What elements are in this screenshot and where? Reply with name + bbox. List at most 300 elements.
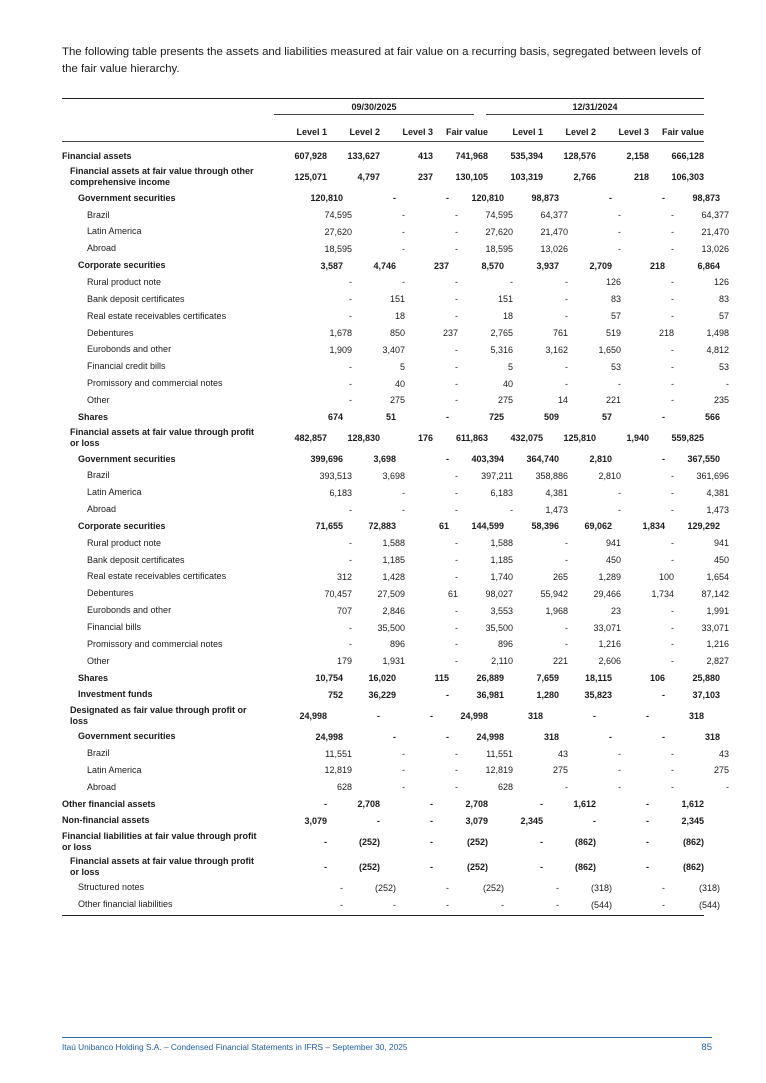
table-cell: 144,599 <box>471 521 504 532</box>
table-cell: 100 <box>658 571 674 582</box>
table-cell: 21,470 <box>701 226 729 237</box>
table-cell: - <box>609 731 612 742</box>
table-cell: - <box>556 899 559 910</box>
table-cell: - <box>446 193 449 204</box>
row-label: Financial assets at fair value through profit or loss <box>70 855 255 877</box>
table-cell: - <box>671 378 674 389</box>
table-cell: 399,696 <box>310 454 343 465</box>
fair-value-table <box>62 98 729 916</box>
table-cell: - <box>455 395 458 406</box>
table-cell: - <box>662 689 665 700</box>
table-cell: 35,500 <box>485 622 513 633</box>
table-row <box>62 148 704 165</box>
table-cell: 367,550 <box>687 454 720 465</box>
table-cell: - <box>671 395 674 406</box>
table-cell: - <box>618 504 621 515</box>
table-cell: - <box>324 799 327 810</box>
table-row <box>62 207 729 224</box>
table-cell: 432,075 <box>510 433 543 444</box>
table-cell: 128,576 <box>563 151 596 162</box>
table-cell: - <box>671 226 674 237</box>
table-cell: - <box>662 412 665 423</box>
table-cell: 275 <box>497 395 513 406</box>
table-cell: 69,062 <box>584 521 612 532</box>
table-cell: - <box>402 782 405 793</box>
table-cell: 450 <box>713 555 729 566</box>
table-cell: - <box>565 294 568 305</box>
table-cell: - <box>430 861 433 872</box>
table-cell: 98,873 <box>692 193 720 204</box>
table-cell: 176 <box>417 433 433 444</box>
table-cell: 2,345 <box>520 815 543 826</box>
table-cell: 151 <box>497 294 513 305</box>
row-label: Designated as fair value through profit or loss <box>70 704 247 726</box>
table-cell: 133,627 <box>347 151 380 162</box>
table-cell: 115 <box>434 673 449 684</box>
table-cell: 26,889 <box>476 673 504 684</box>
table-row <box>62 240 729 257</box>
row-label: Eurobonds and other <box>87 605 172 616</box>
footer-divider <box>62 1037 712 1038</box>
table-row <box>62 224 729 241</box>
table-cell: - <box>565 277 568 288</box>
table-cell: 628 <box>336 782 352 793</box>
table-cell: 1,650 <box>598 344 621 355</box>
table-row <box>62 585 729 602</box>
table-cell: 57 <box>718 311 729 322</box>
table-cell: - <box>671 361 674 372</box>
table-cell: 64,377 <box>701 210 729 221</box>
row-label: Corporate securities <box>78 520 166 531</box>
row-label: Financial assets at fair value through profit or loss <box>70 427 255 449</box>
table-cell: 18 <box>502 311 513 322</box>
table-cell: - <box>726 378 729 389</box>
table-cell: 237 <box>417 172 433 183</box>
table-cell: - <box>349 361 352 372</box>
table-cell: 24,998 <box>299 710 327 721</box>
table-cell: 120,810 <box>471 193 504 204</box>
table-cell: - <box>565 622 568 633</box>
table-cell: 1,216 <box>706 639 729 650</box>
table-cell: - <box>455 571 458 582</box>
table-cell: 2,708 <box>357 799 380 810</box>
table-cell: - <box>593 710 596 721</box>
column-header: Level 3 <box>402 127 433 137</box>
table-row <box>62 636 729 653</box>
table-cell: 16,020 <box>368 673 396 684</box>
row-label: Abroad <box>87 781 117 792</box>
table-cell: - <box>618 226 621 237</box>
row-label: Abroad <box>87 504 117 515</box>
row-label: Financial assets at fair value through other comprehensive income <box>70 166 254 188</box>
table-cell: - <box>662 454 665 465</box>
table-cell: 221 <box>605 395 621 406</box>
table-cell: - <box>455 639 458 650</box>
table-cell: 312 <box>336 571 352 582</box>
row-label: Financial liabilities at fair value through profit or loss <box>62 830 257 852</box>
table-cell: - <box>446 454 449 465</box>
table-cell: 21,470 <box>540 226 568 237</box>
table-cell: 752 <box>327 689 343 700</box>
table-row <box>62 762 729 779</box>
table-row <box>62 535 729 552</box>
table-cell: - <box>340 882 343 893</box>
table-cell: 2,708 <box>465 799 488 810</box>
column-header: Level 3 <box>618 127 649 137</box>
table-cell: 2,606 <box>598 656 621 667</box>
table-cell: 64,377 <box>540 210 568 221</box>
table-row <box>62 653 729 670</box>
table-cell: - <box>510 504 513 515</box>
table-cell: - <box>430 815 433 826</box>
table-cell: 611,863 <box>455 433 488 444</box>
table-cell: 265 <box>552 571 568 582</box>
table-cell: - <box>349 555 352 566</box>
table-cell: 318 <box>527 710 543 721</box>
table-cell: (252) <box>482 882 504 893</box>
table-cell: 1,280 <box>536 689 559 700</box>
row-label: Bank deposit certificates <box>87 554 185 565</box>
table-cell: - <box>662 731 665 742</box>
table-cell: 51 <box>385 412 396 423</box>
table-cell: 1,940 <box>626 433 649 444</box>
row-label: Brazil <box>87 470 110 481</box>
table-cell: - <box>618 243 621 254</box>
table-cell: - <box>349 294 352 305</box>
table-cell: - <box>671 639 674 650</box>
table-cell: - <box>671 487 674 498</box>
column-header: Level 1 <box>512 127 543 137</box>
row-label: Financial assets <box>62 150 132 161</box>
table-cell: (862) <box>682 836 704 847</box>
table-cell: - <box>455 378 458 389</box>
table-cell: 74,595 <box>324 210 352 221</box>
table-cell: 87,142 <box>701 588 729 599</box>
column-header: Level 2 <box>565 127 596 137</box>
table-cell: - <box>671 344 674 355</box>
table-cell: 1,968 <box>545 605 568 616</box>
table-cell: 2,110 <box>491 656 513 667</box>
table-cell: 358,886 <box>535 470 568 481</box>
table-row <box>62 375 729 392</box>
table-cell: 1,185 <box>382 555 405 566</box>
table-cell: 275 <box>713 765 729 776</box>
table-cell: 3,587 <box>320 260 343 271</box>
table-cell: - <box>540 836 543 847</box>
table-cell: - <box>430 836 433 847</box>
table-cell: - <box>455 344 458 355</box>
table-cell: - <box>565 538 568 549</box>
table-cell: 218 <box>649 260 665 271</box>
table-cell: - <box>726 782 729 793</box>
table-cell: - <box>565 378 568 389</box>
column-header: Level 1 <box>296 127 327 137</box>
row-label: Abroad <box>87 243 117 254</box>
row-label: Rural product note <box>87 537 162 548</box>
table-cell: 126 <box>605 277 621 288</box>
table-cell: 179 <box>336 656 352 667</box>
table-cell: - <box>455 555 458 566</box>
table-cell: 482,857 <box>294 433 327 444</box>
table-row <box>62 274 729 291</box>
table-cell: 725 <box>488 412 504 423</box>
table-cell: - <box>455 504 458 515</box>
table-cell: 10,754 <box>315 673 343 684</box>
table-cell: 4,381 <box>706 487 729 498</box>
table-cell: 13,026 <box>701 243 729 254</box>
table-cell: 33,071 <box>701 622 729 633</box>
table-row <box>62 468 729 485</box>
table-cell: 36,981 <box>476 689 504 700</box>
row-label: Shares <box>78 672 109 683</box>
table-cell: - <box>393 731 396 742</box>
table-cell: 55,942 <box>540 588 568 599</box>
table-cell: 218 <box>658 328 674 339</box>
table-cell: 12,819 <box>485 765 513 776</box>
table-cell: 27,620 <box>324 226 352 237</box>
row-label: Government securities <box>78 192 176 203</box>
table-cell: - <box>349 277 352 288</box>
table-cell: - <box>349 538 352 549</box>
table-cell: 98,873 <box>531 193 559 204</box>
table-cell: - <box>455 748 458 759</box>
table-row <box>62 829 704 854</box>
table-cell: 61 <box>438 521 449 532</box>
table-cell: 741,968 <box>455 151 488 162</box>
page-number: 85 <box>701 1042 712 1053</box>
table-cell: 24,998 <box>315 731 343 742</box>
table-cell: 2,765 <box>490 328 513 339</box>
table-row <box>62 501 729 518</box>
table-cell: - <box>349 622 352 633</box>
table-cell: 275 <box>389 395 405 406</box>
table-cell: 318 <box>688 710 704 721</box>
table-cell: - <box>455 226 458 237</box>
table-cell: 1,734 <box>651 588 674 599</box>
row-label: Structured notes <box>78 882 145 893</box>
table-cell: - <box>671 311 674 322</box>
table-cell: 18,595 <box>485 243 513 254</box>
table-cell: - <box>455 487 458 498</box>
row-label: Non-financial assets <box>62 815 150 826</box>
table-cell: - <box>671 210 674 221</box>
table-cell: 5 <box>507 361 513 372</box>
table-cell: 57 <box>610 311 621 322</box>
table-cell: - <box>455 605 458 616</box>
table-cell: 361,696 <box>696 470 729 481</box>
table-cell: 125,071 <box>294 172 327 183</box>
table-cell: 509 <box>543 412 559 423</box>
table-cell: 397,211 <box>481 470 513 481</box>
table-cell: - <box>662 899 665 910</box>
table-cell: 1,185 <box>490 555 513 566</box>
table-cell: - <box>646 861 649 872</box>
table-cell: 4,746 <box>373 260 396 271</box>
table-cell: - <box>565 361 568 372</box>
row-label: Financial bills <box>87 622 142 633</box>
table-cell: 24,998 <box>460 710 488 721</box>
table-cell: 106 <box>649 673 665 684</box>
table-cell: 1,473 <box>706 504 729 515</box>
table-cell: (862) <box>574 861 596 872</box>
table-cell: 941 <box>605 538 621 549</box>
table-cell: - <box>446 899 449 910</box>
row-label: Government securities <box>78 453 176 464</box>
table-row <box>62 308 729 325</box>
table-cell: 14 <box>557 395 568 406</box>
table-cell: - <box>455 538 458 549</box>
table-cell: 761 <box>552 328 568 339</box>
table-cell: - <box>609 193 612 204</box>
table-cell: - <box>455 361 458 372</box>
row-label: Promissory and commercial notes <box>87 378 223 389</box>
table-cell: 1,588 <box>490 538 513 549</box>
table-cell: - <box>593 815 596 826</box>
table-cell: - <box>349 504 352 515</box>
table-cell: - <box>402 748 405 759</box>
table-row <box>62 813 704 830</box>
row-label: Bank deposit certificates <box>87 293 185 304</box>
table-cell: - <box>671 470 674 481</box>
table-body <box>62 148 729 913</box>
table-cell: 130,105 <box>455 172 488 183</box>
table-cell: 3,162 <box>545 344 568 355</box>
table-cell: (544) <box>698 899 720 910</box>
table-row <box>62 670 720 687</box>
table-cell: 57 <box>601 412 612 423</box>
table-cell: - <box>455 782 458 793</box>
table-row <box>62 426 704 451</box>
table-cell: - <box>455 243 458 254</box>
row-label: Brazil <box>87 209 110 220</box>
table-cell: 120,810 <box>310 193 343 204</box>
table-row <box>62 257 720 274</box>
table-cell: 2,827 <box>706 656 729 667</box>
row-label: Shares <box>78 411 109 422</box>
table-cell: 235 <box>713 395 729 406</box>
table-cell: - <box>402 226 405 237</box>
table-row <box>62 619 729 636</box>
table-cell: - <box>662 882 665 893</box>
table-cell: 27,620 <box>485 226 513 237</box>
table-cell: 666,128 <box>671 151 704 162</box>
table-row <box>62 745 729 762</box>
table-cell: 4,381 <box>545 487 568 498</box>
table-cell: 40 <box>502 378 513 389</box>
table-cell: 11,551 <box>325 748 352 759</box>
table-cell: 4,797 <box>357 172 380 183</box>
table-cell: 74,595 <box>485 210 513 221</box>
table-row <box>62 686 720 703</box>
table-cell: 23 <box>610 605 621 616</box>
footer-text: Itaú Unibanco Holding S.A. – Condensed Financial Statements in IFRS – September 30, 2025 <box>62 1042 408 1052</box>
table-cell: 2,846 <box>382 605 405 616</box>
table-cell: - <box>377 710 380 721</box>
table-cell: 364,740 <box>526 454 559 465</box>
table-cell: 29,466 <box>593 588 621 599</box>
table-cell: 275 <box>552 765 568 776</box>
table-row <box>62 484 729 501</box>
column-header-row <box>62 123 704 142</box>
table-cell: 566 <box>704 412 720 423</box>
table-cell: 98,027 <box>485 588 513 599</box>
table-cell: 1,991 <box>706 605 729 616</box>
table-cell: 40 <box>394 378 405 389</box>
table-cell: 2,158 <box>626 151 649 162</box>
table-cell: - <box>349 378 352 389</box>
table-cell: 1,931 <box>382 656 405 667</box>
table-row <box>62 796 704 813</box>
table-cell: - <box>455 311 458 322</box>
table-cell: - <box>618 210 621 221</box>
table-cell: - <box>446 689 449 700</box>
table-cell: (252) <box>358 861 380 872</box>
table-row <box>62 451 720 468</box>
table-cell: (318) <box>590 882 612 893</box>
table-cell: - <box>393 193 396 204</box>
table-row <box>62 165 704 190</box>
row-label: Eurobonds and other <box>87 344 172 355</box>
table-cell: - <box>671 294 674 305</box>
table-cell: (544) <box>590 899 612 910</box>
table-row <box>62 703 704 728</box>
column-header: Fair value <box>661 127 704 137</box>
table-cell: 5 <box>399 361 405 372</box>
row-label: Other <box>87 394 110 405</box>
table-row <box>62 341 729 358</box>
table-cell: 58,396 <box>531 521 559 532</box>
table-cell: 128,830 <box>347 433 380 444</box>
table-cell: 707 <box>336 605 352 616</box>
table-row <box>62 291 729 308</box>
table-cell: 70,457 <box>324 588 352 599</box>
table-row <box>62 190 720 207</box>
table-cell: 237 <box>433 260 449 271</box>
table-row <box>62 518 720 535</box>
table-cell: - <box>402 210 405 221</box>
table-cell: - <box>671 277 674 288</box>
table-cell: - <box>540 861 543 872</box>
table-cell: 607,928 <box>294 151 327 162</box>
table-cell: 1,654 <box>706 571 729 582</box>
table-cell: 450 <box>605 555 621 566</box>
table-cell: - <box>618 487 621 498</box>
table-cell: (318) <box>698 882 720 893</box>
table-cell: 1,678 <box>329 328 352 339</box>
table-cell: 941 <box>713 538 729 549</box>
table-cell: 6,183 <box>490 487 513 498</box>
table-cell: 237 <box>442 328 458 339</box>
table-cell: 519 <box>605 328 621 339</box>
table-cell: 71,655 <box>315 521 343 532</box>
row-label: Real estate receivables certificates <box>87 571 227 582</box>
table-cell: - <box>402 504 405 515</box>
table-cell: - <box>446 731 449 742</box>
table-cell: - <box>324 861 327 872</box>
table-cell: 53 <box>610 361 621 372</box>
table-cell: 83 <box>718 294 729 305</box>
table-cell: 535,394 <box>510 151 543 162</box>
table-cell: 3,698 <box>373 454 396 465</box>
table-cell: 33,071 <box>593 622 621 633</box>
table-cell: - <box>646 799 649 810</box>
table-cell: 403,394 <box>471 454 504 465</box>
table-cell: - <box>618 765 621 776</box>
table-row <box>62 728 720 745</box>
row-label: Financial credit bills <box>87 361 166 372</box>
table-cell: 11,551 <box>486 748 513 759</box>
table-cell: 8,570 <box>481 260 504 271</box>
